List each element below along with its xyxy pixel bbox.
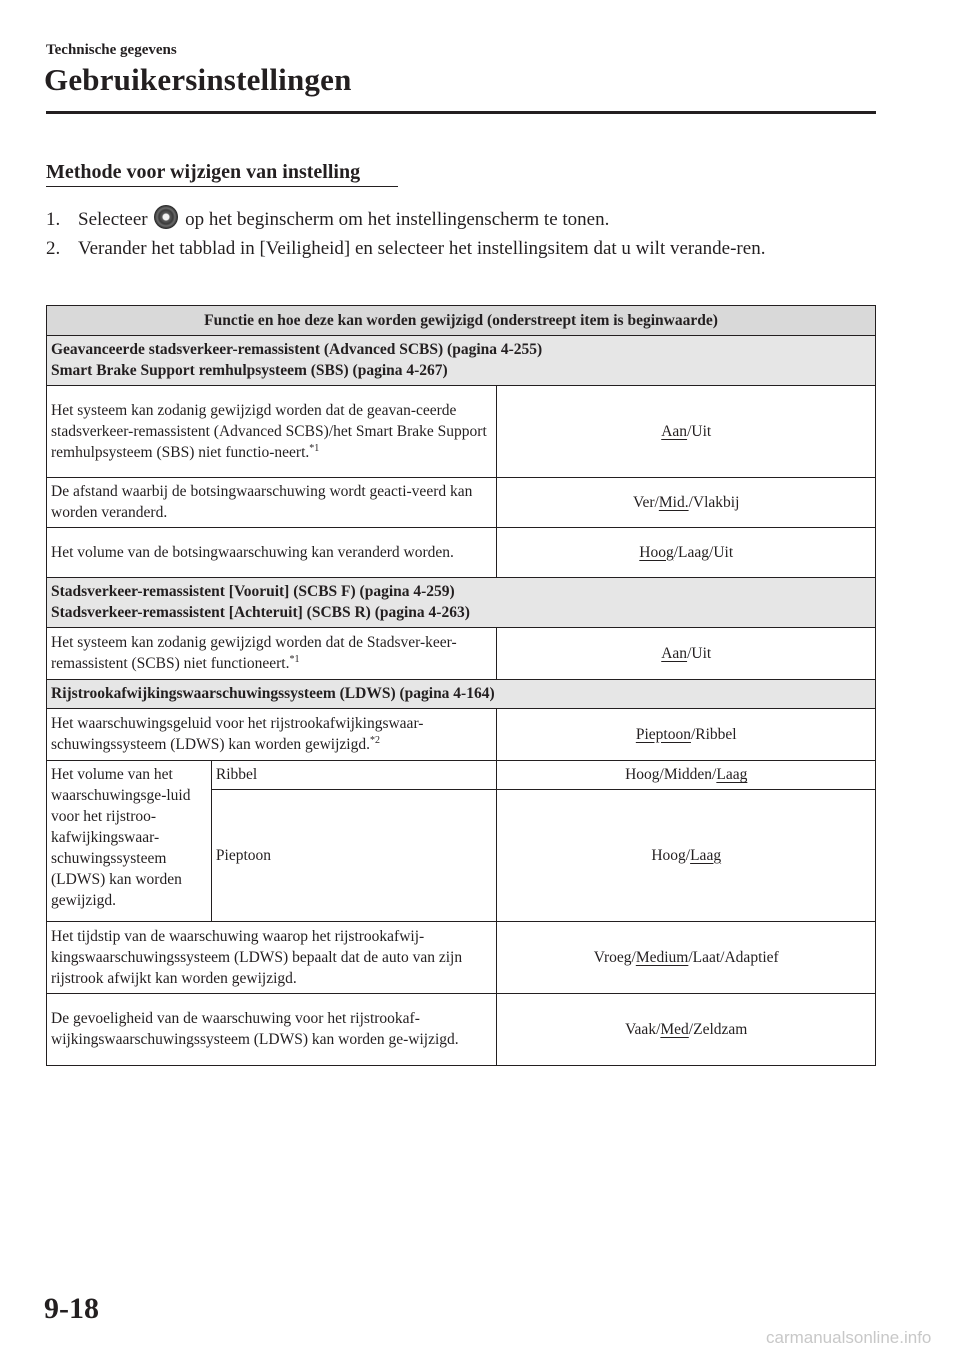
table-row (47, 628, 876, 680)
table-row (47, 478, 876, 528)
default-value: Aan (661, 422, 688, 440)
settings-table (46, 305, 876, 1066)
watermark: carmanualsonline.info (766, 1328, 932, 1347)
default-value: Med (660, 1020, 689, 1038)
group-row (47, 680, 876, 709)
row-description: De afstand waarbij de botsingwaarschuwing wordt geacti-veerd kan worden veranderd. (47, 478, 497, 528)
row-value: Vroeg/Medium/Laat/Adaptief (497, 922, 876, 994)
group-line: Geavanceerde stadsverkeer-remassistent (Advanced SCBS) (pagina 4-255) (51, 341, 543, 358)
row-value: Hoog/Midden/Laag (497, 761, 876, 790)
table-row (47, 386, 876, 478)
table-row (47, 922, 876, 994)
group-row (47, 578, 876, 628)
row-description: Het tijdstip van de waarschuwing waarop het rijstrookafwij-kingswaarschuwingssysteem (LDWS) bepaalt dat de auto van zijn rijstrook afwijkt kan worden gewijzigd. (47, 922, 497, 994)
row-description: Het systeem kan zodanig gewijzigd worden dat de geavan-ceerde stadsverkeer-remassistent (Advanced SCBS)/het Smart Brake Support remhulpsysteem (SBS) niet functio-neert.$^{*1}$ (47, 386, 497, 478)
gear-icon (154, 205, 178, 229)
group-title-advanced-scbs (47, 336, 876, 386)
page-number: 9-18 (44, 1292, 99, 1325)
table-row (47, 994, 876, 1066)
default-value: Mid. (658, 493, 689, 511)
row-description: Het volume van de botsingwaarschuwing kan veranderd worden. (47, 528, 497, 578)
group-line: Smart Brake Support remhulpsysteem (SBS) (pagina 4-267) (51, 362, 448, 379)
row-value: Aan/Uit (497, 386, 876, 478)
default-value: Hoog (639, 543, 674, 561)
step-number: 2. (46, 238, 61, 259)
step-text-before-icon: Selecteer (78, 209, 148, 230)
sub-option-label: Ribbel (211, 761, 497, 790)
step-text: Verander het tabblad in [Veiligheid] en selecteer het instellingsitem dat u wilt verande-ren. (78, 238, 766, 259)
row-value: Hoog/Laag/Uit (497, 528, 876, 578)
table-header: Functie en hoe deze kan worden gewijzigd (onderstreept item is beginwaarde) (47, 306, 876, 336)
step-1 (46, 205, 876, 234)
group-line: Stadsverkeer-remassistent [Achteruit] (SCBS R) (pagina 4-263) (51, 604, 470, 621)
group-row (47, 336, 876, 386)
row-value: Ver/Mid./Vlakbij (497, 478, 876, 528)
row-value: Hoog/Laag (497, 790, 876, 922)
default-value: Laag (716, 766, 748, 783)
group-line: Stadsverkeer-remassistent [Vooruit] (SCBS F) (pagina 4-259) (51, 583, 455, 600)
group-title-scbs (47, 578, 876, 628)
steps-list (46, 205, 876, 263)
table-row (47, 761, 876, 790)
default-value: Aan (661, 644, 688, 662)
step-text (78, 205, 876, 234)
table-row (47, 709, 876, 761)
default-value: Pieptoon (635, 725, 691, 743)
step-text-after-icon: op het beginscherm om het instellingenscherm te tonen. (185, 209, 610, 230)
default-value: Medium (635, 948, 689, 966)
method-heading: Methode voor wijzigen van instelling (46, 161, 361, 183)
title-divider (46, 111, 876, 114)
default-value: Laag (690, 846, 722, 864)
group-title-ldws: Rijstrookafwijkingswaarschuwingssysteem (LDWS) (pagina 4-164) (47, 680, 876, 709)
table-header-row (47, 306, 876, 336)
row-description: Het systeem kan zodanig gewijzigd worden dat de Stadsver-keer-remassistent (SCBS) niet functioneert.$^{*1}$ (47, 628, 497, 680)
footnote-ref: *1 (289, 653, 300, 665)
page-title: Gebruikersinstellingen (44, 62, 352, 97)
sub-option-label: Pieptoon (211, 790, 497, 922)
step-2 (46, 234, 876, 263)
row-description: Het volume van het waarschuwingsge-luid voor het rijstroo-kafwijkingswaar-schuwingssysteem (LDWS) kan worden gewijzigd. (47, 761, 212, 922)
footnote-ref: *1 (309, 442, 320, 454)
row-description: Het waarschuwingsgeluid voor het rijstrookafwijkingswaar-schuwingssysteem (LDWS) kan worden gewijzigd.$^{*2}$ (47, 709, 497, 761)
row-description: De gevoeligheid van de waarschuwing voor het rijstrookaf-wijkingswaarschuwingssysteem (LDWS) kan worden ge-wijzigd. (47, 994, 497, 1066)
step-number: 1. (46, 209, 61, 230)
row-value: Pieptoon/Ribbel (497, 709, 876, 761)
heading-underline (46, 186, 398, 187)
row-value: Vaak/Med/Zeldzam (497, 994, 876, 1066)
table-row (47, 528, 876, 578)
footnote-ref: *2 (369, 734, 380, 746)
section-label: Technische gegevens (46, 42, 177, 58)
row-value: Aan/Uit (497, 628, 876, 680)
